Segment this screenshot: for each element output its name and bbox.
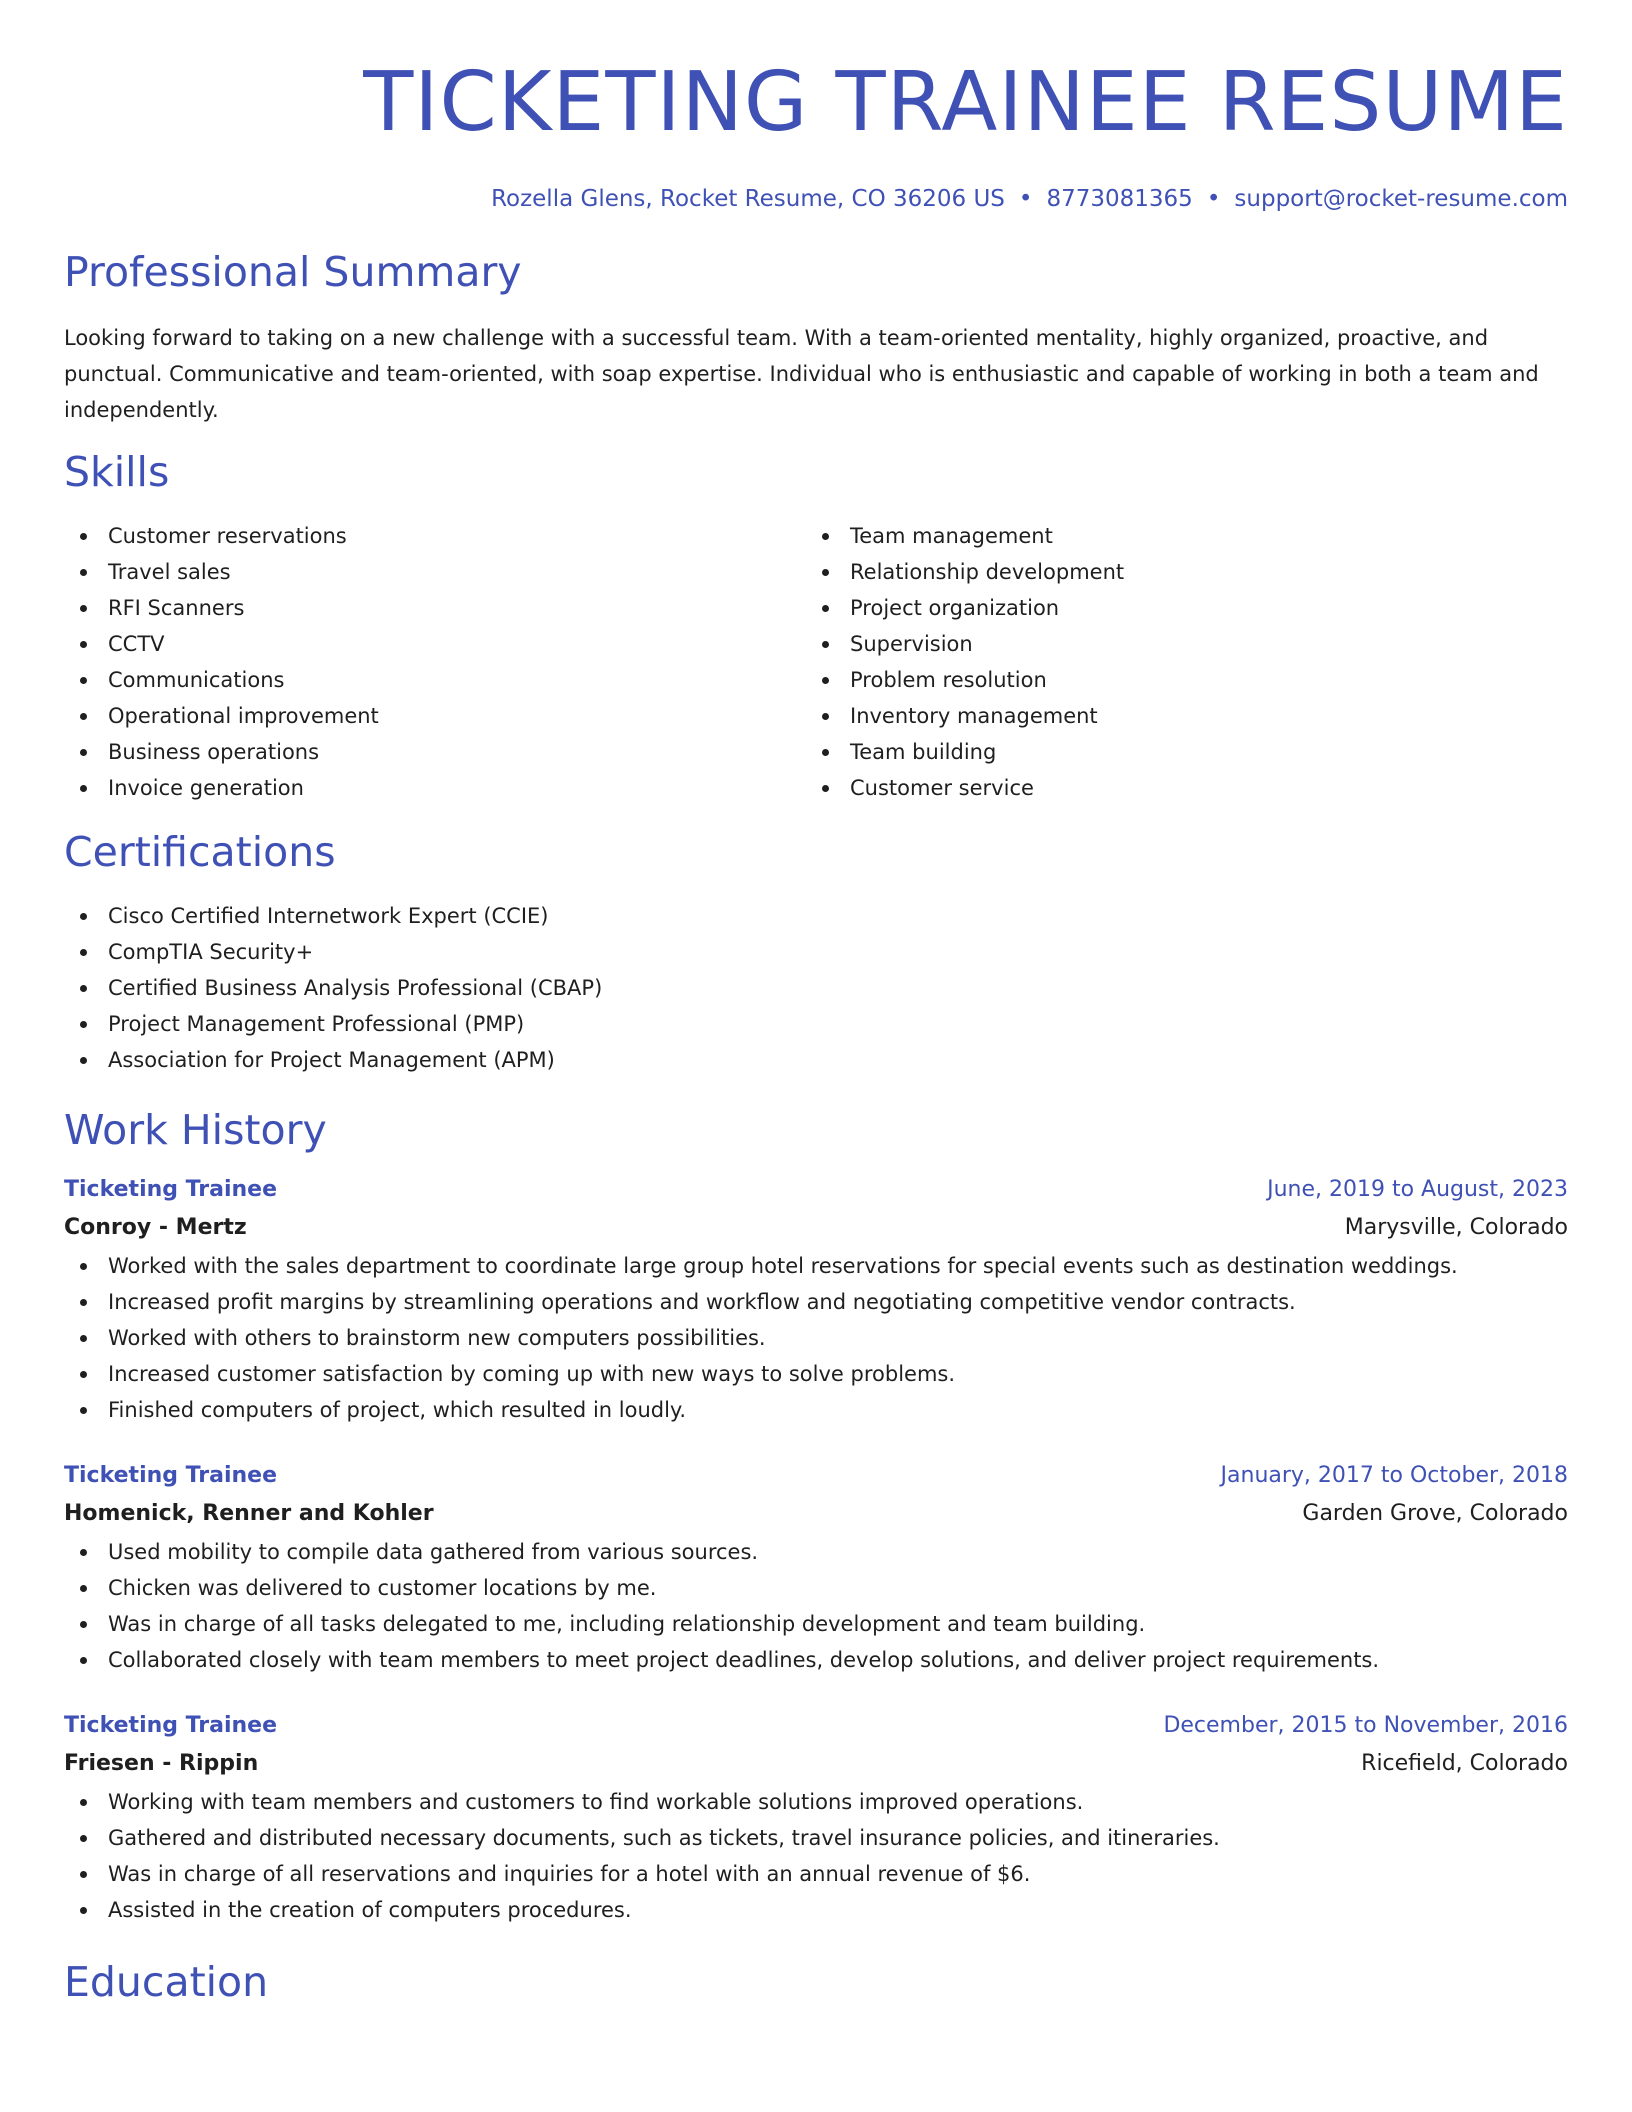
job-entry <box>64 1458 1568 1678</box>
contact-separator: • <box>1018 186 1033 212</box>
skill-item: Inventory management <box>806 698 1548 734</box>
certification-item: Certified Business Analysis Professional (CBAP) <box>64 970 1568 1006</box>
job-duty: Chicken was delivered to customer locations by me. <box>64 1570 1568 1606</box>
skill-item: RFI Scanners <box>64 590 806 626</box>
contact-email: support@rocket-resume.com <box>1234 186 1568 212</box>
job-duty: Used mobility to compile data gathered from various sources. <box>64 1534 1568 1570</box>
skill-item: Problem resolution <box>806 662 1548 698</box>
certification-item: Association for Project Management (APM) <box>64 1042 1568 1078</box>
job-duty: Worked with others to brainstorm new computers possibilities. <box>64 1320 1568 1356</box>
job-dates: January, 2017 to October, 2018 <box>1220 1463 1568 1488</box>
job-dates: December, 2015 to November, 2016 <box>1163 1713 1568 1738</box>
summary-heading: Professional Summary <box>64 248 522 296</box>
job-duty: Collaborated closely with team members to meet project deadlines, develop solutions, and deliver project requirements. <box>64 1642 1568 1678</box>
contact-separator: • <box>1206 186 1221 212</box>
job-duties-list <box>64 1248 1568 1428</box>
education-heading: Education <box>64 1958 269 2006</box>
job-entry <box>64 1708 1568 1928</box>
job-title: Ticketing Trainee <box>64 1177 278 1202</box>
contact-phone: 8773081365 <box>1046 186 1193 212</box>
job-duty: Assisted in the creation of computers procedures. <box>64 1892 1568 1928</box>
skills-list <box>64 518 1568 806</box>
contact-address: Rozella Glens, Rocket Resume, CO 36206 US <box>491 186 1005 212</box>
skill-item: Communications <box>64 662 806 698</box>
skills-right-column <box>806 518 1548 806</box>
job-title: Ticketing Trainee <box>64 1713 278 1738</box>
skill-item: Relationship development <box>806 554 1548 590</box>
skill-item: Supervision <box>806 626 1548 662</box>
job-duty: Increased profit margins by streamlining operations and workflow and negotiating competitive vendor contracts. <box>64 1284 1568 1320</box>
job-company: Friesen - Rippin <box>64 1751 259 1776</box>
skill-item: Project organization <box>806 590 1548 626</box>
certification-item: CompTIA Security+ <box>64 934 1568 970</box>
resume-page <box>64 0 1568 2006</box>
skill-item: Customer service <box>806 770 1548 806</box>
job-location: Ricefield, Colorado <box>1361 1751 1568 1776</box>
skill-item: Team building <box>806 734 1548 770</box>
job-location: Marysville, Colorado <box>1344 1215 1568 1240</box>
job-entry <box>64 1172 1568 1428</box>
resume-title: TICKETING TRAINEE RESUME <box>363 55 1568 150</box>
job-dates: June, 2019 to August, 2023 <box>1267 1177 1568 1202</box>
certification-item: Project Management Professional (PMP) <box>64 1006 1568 1042</box>
summary-text: Looking forward to taking on a new challenge with a successful team. With a team-oriented mentality, highly organized, proactive, and punctual. Communicative and team-oriented, with soap expertise. Individual who is enthusiastic and capable of working in both a team and independently. <box>64 326 1539 422</box>
job-location: Garden Grove, Colorado <box>1302 1501 1568 1526</box>
job-duty: Finished computers of project, which resulted in loudly. <box>64 1392 1568 1428</box>
job-duty: Was in charge of all reservations and inquiries for a hotel with an annual revenue of $6. <box>64 1856 1568 1892</box>
job-title: Ticketing Trainee <box>64 1463 278 1488</box>
job-duty: Gathered and distributed necessary documents, such as tickets, travel insurance policies, and itineraries. <box>64 1820 1568 1856</box>
skill-item: Invoice generation <box>64 770 806 806</box>
skills-heading: Skills <box>64 448 170 496</box>
certifications-heading: Certifications <box>64 828 336 876</box>
contact-line <box>64 184 1568 214</box>
job-company: Conroy - Mertz <box>64 1215 247 1240</box>
work-history-heading: Work History <box>64 1106 327 1154</box>
skill-item: CCTV <box>64 626 806 662</box>
job-company: Homenick, Renner and Kohler <box>64 1501 434 1526</box>
job-duties-list <box>64 1784 1568 1928</box>
skills-left-column <box>64 518 806 806</box>
skill-item: Team management <box>806 518 1548 554</box>
certification-item: Cisco Certified Internetwork Expert (CCIE) <box>64 898 1568 934</box>
skill-item: Operational improvement <box>64 698 806 734</box>
job-duty: Working with team members and customers to find workable solutions improved operations. <box>64 1784 1568 1820</box>
skill-item: Travel sales <box>64 554 806 590</box>
job-duties-list <box>64 1534 1568 1678</box>
skill-item: Business operations <box>64 734 806 770</box>
job-duty: Increased customer satisfaction by coming up with new ways to solve problems. <box>64 1356 1568 1392</box>
certifications-list <box>64 898 1568 1078</box>
job-duty: Worked with the sales department to coordinate large group hotel reservations for special events such as destination weddings. <box>64 1248 1568 1284</box>
job-duty: Was in charge of all tasks delegated to me, including relationship development and team building. <box>64 1606 1568 1642</box>
skill-item: Customer reservations <box>64 518 806 554</box>
